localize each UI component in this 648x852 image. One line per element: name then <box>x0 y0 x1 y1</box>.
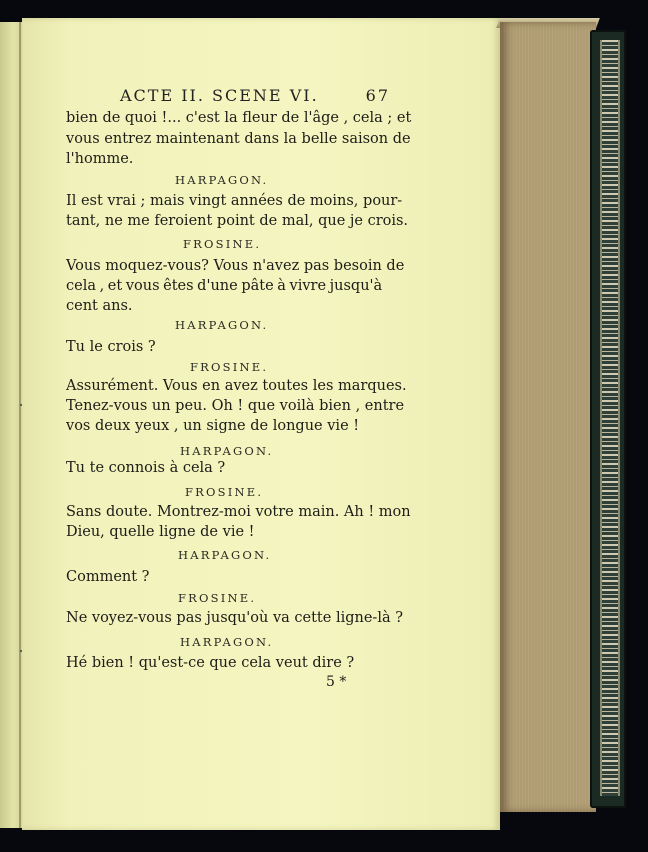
speaker-name: FROSINE. <box>185 485 264 499</box>
page-block-fore-edge <box>500 22 596 812</box>
text-line: l'homme. <box>66 151 134 167</box>
text-line: Tu le crois ? <box>66 339 156 355</box>
running-header <box>120 86 390 105</box>
text-line: vos deux yeux , un signe de longue vie ! <box>66 418 360 434</box>
cover-gilt-decoration <box>600 40 620 796</box>
speaker-name: HARPAGON. <box>175 173 269 187</box>
speaker-name: FROSINE. <box>190 360 269 374</box>
text-line: Tu te connois à cela ? <box>66 460 226 476</box>
text-line: Vous moquez-vous? Vous n'avez pas besoin de <box>66 258 405 274</box>
page-number: 67 <box>365 86 390 105</box>
running-title: ACTE II. SCENE VI. <box>120 86 319 105</box>
ink-speck <box>20 650 22 652</box>
text-line: tant, ne me feroient point de mal, que je crois. <box>66 213 409 229</box>
text-line: bien de quoi !... c'est la fleur de l'âge , cela ; et <box>66 110 412 126</box>
ink-speck <box>20 404 22 406</box>
speaker-name: FROSINE. <box>183 237 262 251</box>
text-line: Hé bien ! qu'est-ce que cela veut dire ? <box>66 655 355 671</box>
text-line: Tenez-vous un peu. Oh ! que voilà bien , entre <box>66 398 405 414</box>
text-line: Il est vrai ; mais vingt années de moins, pour- <box>66 193 403 209</box>
text-line: Ne voyez-vous pas jusqu'où va cette ligne-là ? <box>66 610 403 626</box>
signature-mark: 5 * <box>326 674 347 690</box>
speaker-name: HARPAGON. <box>180 444 274 458</box>
text-line: Comment ? <box>66 569 150 585</box>
text-line: vous entrez maintenant dans la belle saison de <box>66 131 411 147</box>
speaker-name: HARPAGON. <box>178 548 272 562</box>
text-line: Assurément. Vous en avez toutes les marques. <box>66 378 407 394</box>
text-line: cent ans. <box>66 298 133 314</box>
speaker-name: FROSINE. <box>178 591 257 605</box>
text-line: Sans doute. Montrez-moi votre main. Ah ! mon <box>66 504 411 520</box>
text-line: cela , et vous êtes d'une pâte à vivre jusqu'à <box>66 278 383 294</box>
text-line: Dieu, quelle ligne de vie ! <box>66 524 255 540</box>
speaker-name: HARPAGON. <box>175 318 269 332</box>
speaker-name: HARPAGON. <box>180 635 274 649</box>
gutter-line <box>19 22 21 828</box>
